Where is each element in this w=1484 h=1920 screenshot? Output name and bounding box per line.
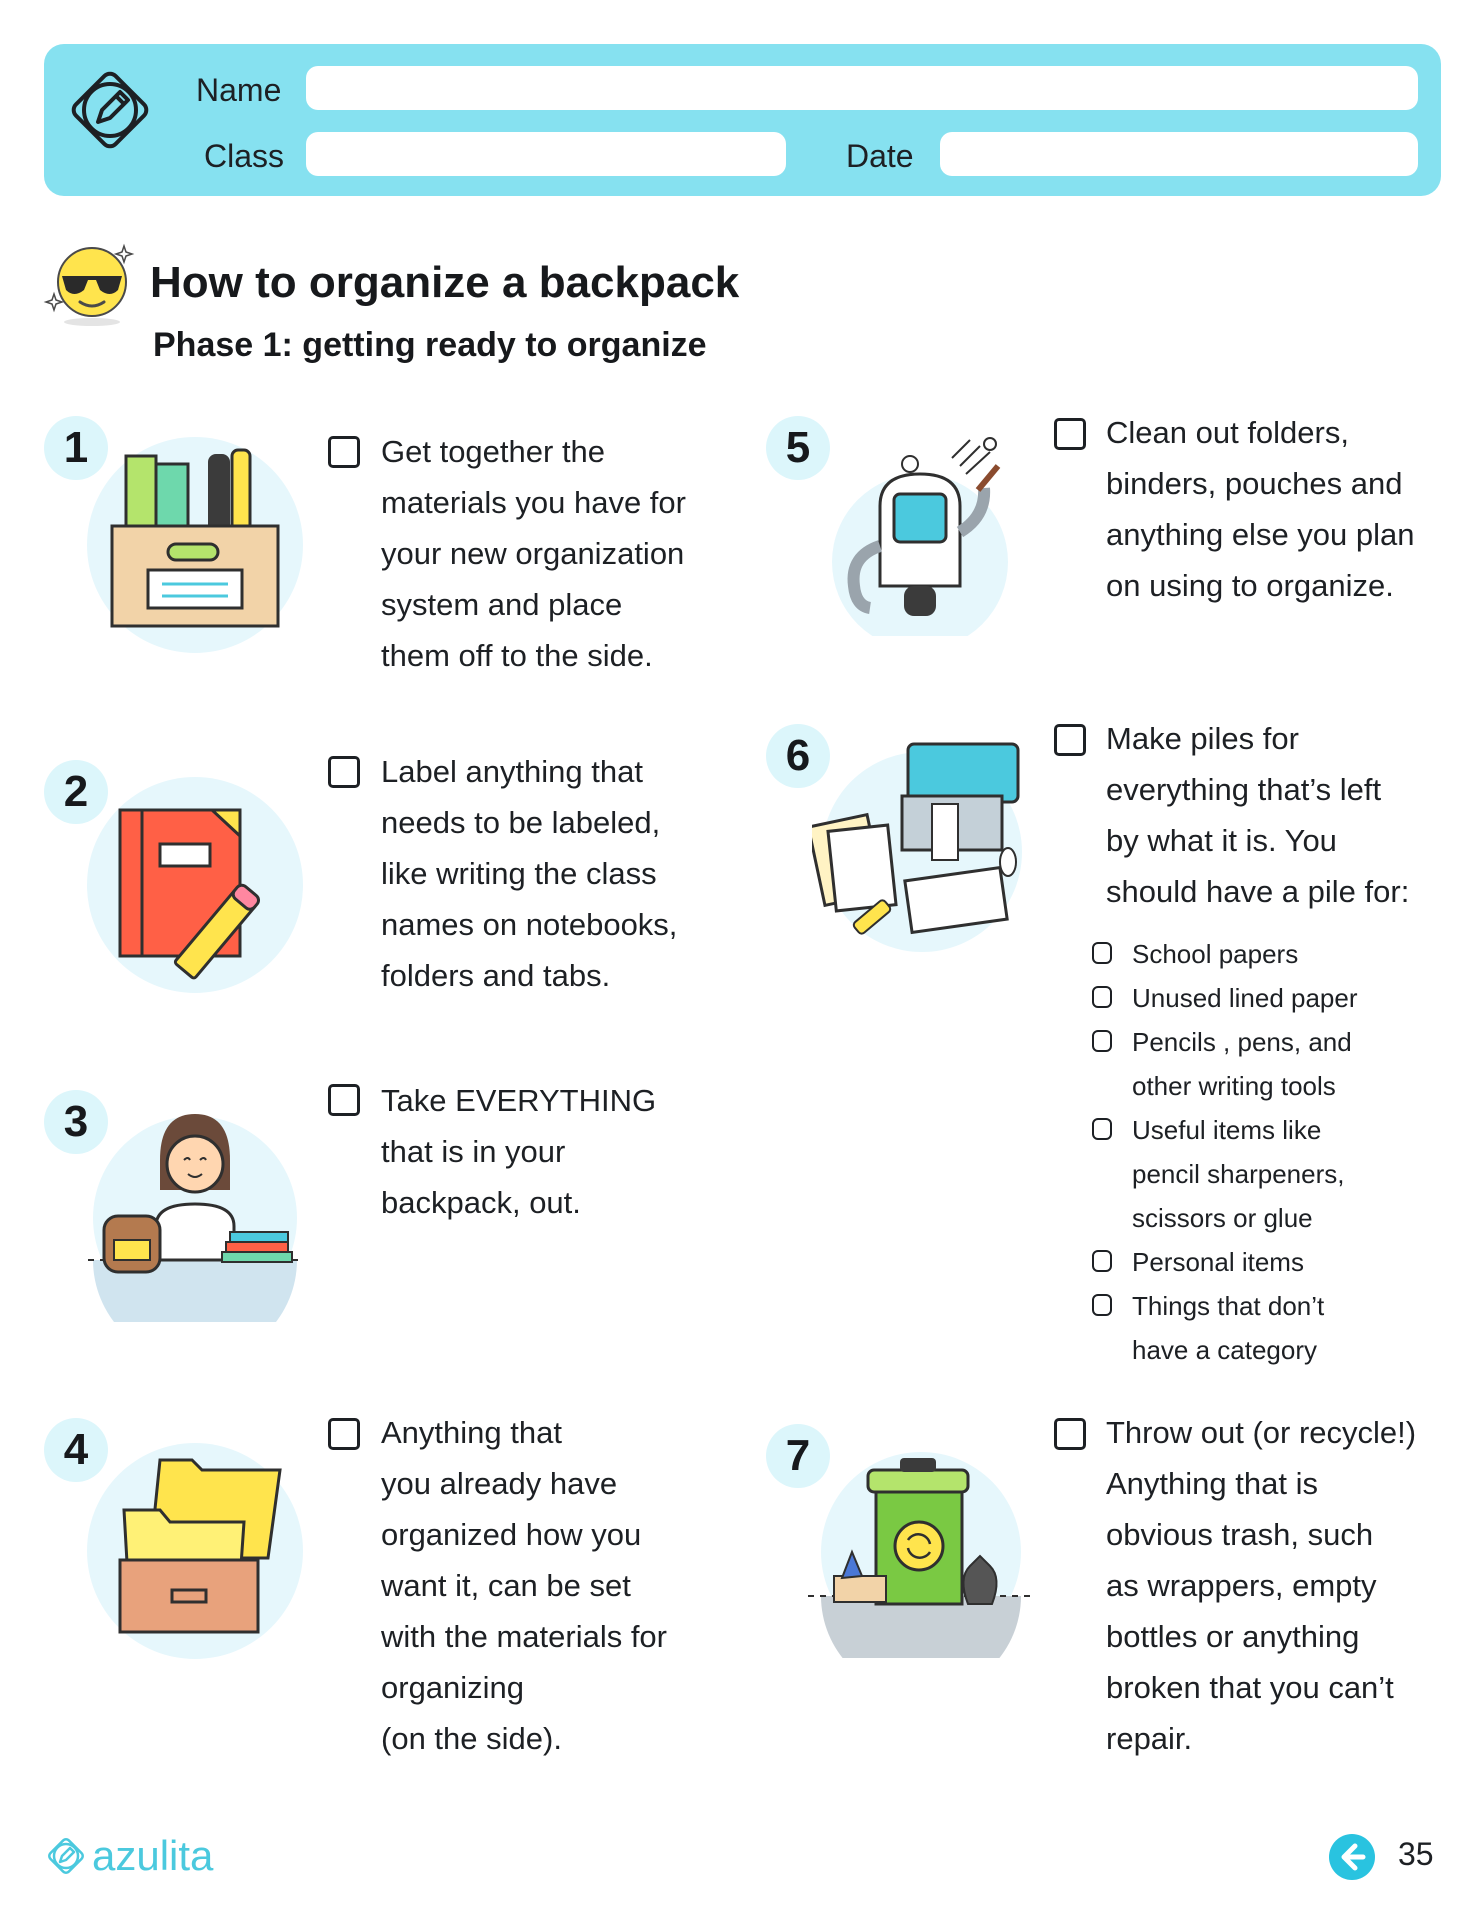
step-6-line: by what it is. You bbox=[1106, 823, 1337, 858]
pile-item: scissors or glue bbox=[1132, 1203, 1313, 1233]
step-1-line: them off to the side. bbox=[381, 638, 653, 673]
class-label: Class bbox=[204, 138, 285, 174]
step-2-line: like writing the class bbox=[381, 856, 657, 891]
step-4-line: organized how you bbox=[381, 1517, 642, 1552]
notebook-and-pencil-illustration bbox=[84, 774, 306, 996]
step-7-text bbox=[1106, 1407, 1416, 1764]
pile-checkbox[interactable] bbox=[1092, 1030, 1112, 1052]
step-3-checkbox[interactable] bbox=[328, 1084, 360, 1116]
date-label: Date bbox=[846, 138, 914, 174]
step-5-number: 5 bbox=[766, 416, 830, 480]
step-7-line: broken that you can’t bbox=[1106, 1670, 1394, 1705]
step-4-line: organizing bbox=[381, 1670, 525, 1705]
step-4-line: want it, can be set bbox=[381, 1568, 631, 1603]
folder-drawer-illustration bbox=[84, 1440, 306, 1662]
page-number: 35 bbox=[1398, 1836, 1434, 1872]
step-3-line: backpack, out. bbox=[381, 1185, 581, 1220]
step-6-line: should have a pile for: bbox=[1106, 874, 1410, 909]
azulita-logo bbox=[44, 1826, 213, 1886]
step-7-line: bottles or anything bbox=[1106, 1619, 1360, 1654]
step-7-line: as wrappers, empty bbox=[1106, 1568, 1377, 1603]
step-1-line: materials you have for bbox=[381, 485, 686, 520]
desk-workspace-illustration bbox=[812, 740, 1028, 956]
step-2-number: 2 bbox=[44, 760, 108, 824]
back-arrow-icon[interactable] bbox=[1329, 1834, 1375, 1880]
step-1-line: system and place bbox=[381, 587, 623, 622]
step-6-number: 6 bbox=[766, 724, 830, 788]
step-7-checkbox[interactable] bbox=[1054, 1418, 1086, 1450]
pencil-badge-icon bbox=[44, 1834, 88, 1878]
step-4-line: Anything that bbox=[381, 1415, 562, 1450]
student-unpacking-illustration bbox=[84, 1100, 306, 1322]
pile-checkbox[interactable] bbox=[1092, 942, 1112, 964]
pencil-badge-icon bbox=[62, 62, 158, 158]
supplies-box-illustration bbox=[84, 434, 306, 656]
pile-item: Personal items bbox=[1132, 1247, 1304, 1277]
step-4-line: (on the side). bbox=[381, 1721, 562, 1756]
class-field[interactable] bbox=[306, 132, 786, 176]
step-4-number: 4 bbox=[44, 1418, 108, 1482]
pile-item: pencil sharpeners, bbox=[1132, 1159, 1345, 1189]
date-field[interactable] bbox=[940, 132, 1418, 176]
pile-item: Useful items like bbox=[1132, 1115, 1322, 1145]
step-2-text bbox=[381, 746, 677, 1001]
page-title: How to organize a backpack bbox=[150, 258, 740, 307]
name-label: Name bbox=[196, 72, 282, 108]
cool-sunglasses-emoji-icon bbox=[40, 238, 140, 328]
step-6-line: Make piles for bbox=[1106, 721, 1299, 756]
step-4-line: you already have bbox=[381, 1466, 618, 1501]
step-6-text bbox=[1106, 713, 1409, 917]
step-5-text bbox=[1106, 407, 1415, 611]
step-3-number: 3 bbox=[44, 1090, 108, 1154]
pile-item: other writing tools bbox=[1132, 1071, 1336, 1101]
step-2-line: needs to be labeled, bbox=[381, 805, 661, 840]
step-7-line: repair. bbox=[1106, 1721, 1193, 1756]
step-2-line: Label anything that bbox=[381, 754, 643, 789]
step-1-line: your new organization bbox=[381, 536, 685, 571]
step-5-checkbox[interactable] bbox=[1054, 418, 1086, 450]
step-7-line: Anything that is bbox=[1106, 1466, 1318, 1501]
pile-checkbox[interactable] bbox=[1092, 1294, 1112, 1316]
step-1-line: Get together the bbox=[381, 434, 606, 469]
step-6-checkbox[interactable] bbox=[1054, 724, 1086, 756]
step-7-line: obvious trash, such bbox=[1106, 1517, 1374, 1552]
step-5-line: anything else you plan bbox=[1106, 517, 1415, 552]
step-3-text bbox=[381, 1075, 656, 1228]
step-2-checkbox[interactable] bbox=[328, 756, 360, 788]
step-6-line: everything that’s left bbox=[1106, 772, 1382, 807]
step-5-line: Clean out folders, bbox=[1106, 415, 1349, 450]
step-5-line: binders, pouches and bbox=[1106, 466, 1403, 501]
step-1-number: 1 bbox=[44, 416, 108, 480]
step-7-number: 7 bbox=[766, 1424, 830, 1488]
step-5-line: on using to organize. bbox=[1106, 568, 1394, 603]
cleaning-robot-illustration bbox=[820, 436, 1020, 636]
step-3-line: that is in your bbox=[381, 1134, 566, 1169]
step-3-line: Take EVERYTHING bbox=[381, 1083, 657, 1118]
pile-item: Unused lined paper bbox=[1132, 983, 1358, 1013]
step-1-text bbox=[381, 426, 686, 681]
page-subtitle: Phase 1: getting ready to organize bbox=[153, 326, 707, 364]
step-4-line: with the materials for bbox=[381, 1619, 667, 1654]
step-7-line: Throw out (or recycle!) bbox=[1106, 1415, 1417, 1450]
brand-name: azulita bbox=[92, 1832, 214, 1879]
pile-item: Things that don’t bbox=[1132, 1291, 1325, 1321]
step-1-checkbox[interactable] bbox=[328, 436, 360, 468]
pile-checkbox[interactable] bbox=[1092, 1250, 1112, 1272]
pile-item: School papers bbox=[1132, 939, 1299, 969]
pile-item: Pencils , pens, and bbox=[1132, 1027, 1352, 1057]
pile-item: have a category bbox=[1132, 1335, 1318, 1365]
step-2-line: names on notebooks, bbox=[381, 907, 678, 942]
step-4-checkbox[interactable] bbox=[328, 1418, 360, 1450]
step-4-text bbox=[381, 1407, 667, 1764]
step-2-line: folders and tabs. bbox=[381, 958, 611, 993]
recycling-bin-illustration bbox=[808, 1448, 1034, 1658]
name-field[interactable] bbox=[306, 66, 1418, 110]
pile-checkbox[interactable] bbox=[1092, 1118, 1112, 1140]
pile-checkbox[interactable] bbox=[1092, 986, 1112, 1008]
